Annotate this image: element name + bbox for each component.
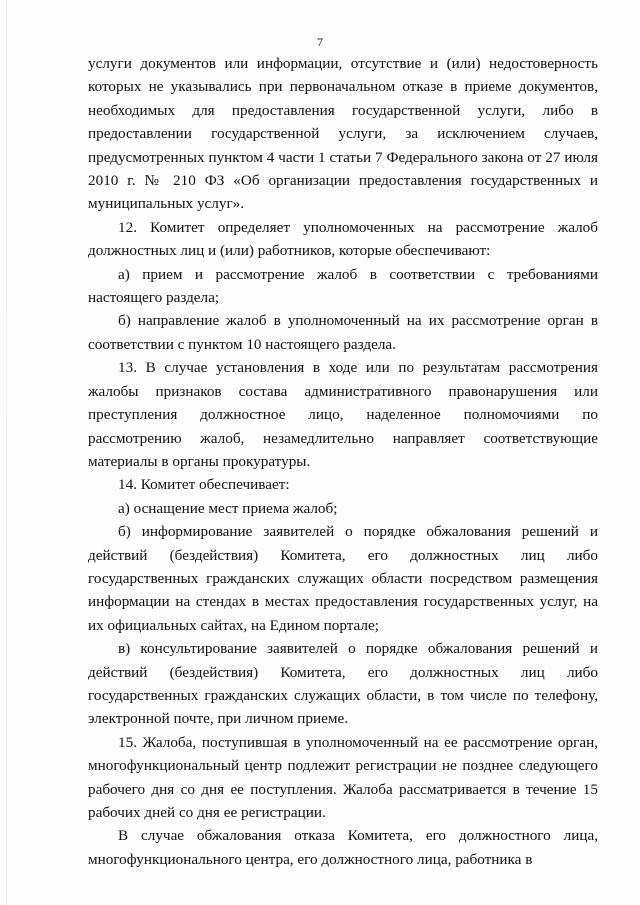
- paragraph-item-12b: б) направление жалоб в уполномоченный на их рассмотрение орган в соответствии с пунктом 10 настоящего раздела.: [88, 312, 598, 353]
- document-body: [88, 52, 598, 871]
- paragraph-item-13: 13. В случае установления в ходе или по результатам рассмотрения жалобы признаков состава административного правонарушения или преступления должностное лицо, наделенное полномочиями по рассмотрению жалоб, незамедлительно направляет соответствующие материалы в органы прокуратуры.: [88, 359, 598, 470]
- paragraph-item-14v: в) консультирование заявителей о порядке обжалования решений и действий (бездействия) Комитета, его должностных лиц либо государственных гражданских служащих области, в том числе по телефону, электронной почте, при личном приеме.: [88, 640, 598, 728]
- paragraph-item-14: 14. Комитет обеспечивает:: [118, 476, 290, 494]
- paragraph-continuation: услуги документов или информации, отсутствие и (или) недостоверность которых не указывались при первоначальном отказе в приеме документов, необходимых для предоставления государственной услуги, либо в предоставлении государственной услуги, за исключением случаев, предусмотренных пунктом 4 части 1 статьи 7 Федерального закона от 27 июля 2010 г. № 210 ФЗ «Об организации предоставления государственных и муниципальных услуг».: [88, 55, 598, 213]
- page-number: 7: [317, 35, 323, 49]
- paragraph-item-14a: а) оснащение мест приема жалоб;: [118, 499, 338, 517]
- scan-edge-shadow: [6, 0, 7, 905]
- paragraph-item-15: 15. Жалоба, поступившая в уполномоченный на ее рассмотрение орган, многофункциональный центр подлежит регистрации не позднее следующего рабочего дня со дня ее поступления. Жалоба рассматривается в течение 15 рабочих дней со дня ее регистрации.: [88, 733, 598, 821]
- paragraph-item-12: 12. Комитет определяет уполномоченных на рассмотрение жалоб должностных лиц и (или) работников, которые обеспечивают:: [88, 218, 598, 260]
- paragraph-item-15-continued: В случае обжалования отказа Комитета, его должностного лица, многофункционального центра, его должностного лица, работника в: [88, 827, 598, 868]
- paragraph-item-12a: а) прием и рассмотрение жалоб в соответствии с требованиями настоящего раздела;: [88, 265, 598, 307]
- paragraph-item-14b: б) информирование заявителей о порядке обжалования решений и действий (бездействия) Комитета, его должностных лиц либо государственных гражданских служащих области посредством размещения информации на стендах в местах предоставления государственных услуг, на их официальных сайтах, на Едином портале;: [88, 523, 598, 634]
